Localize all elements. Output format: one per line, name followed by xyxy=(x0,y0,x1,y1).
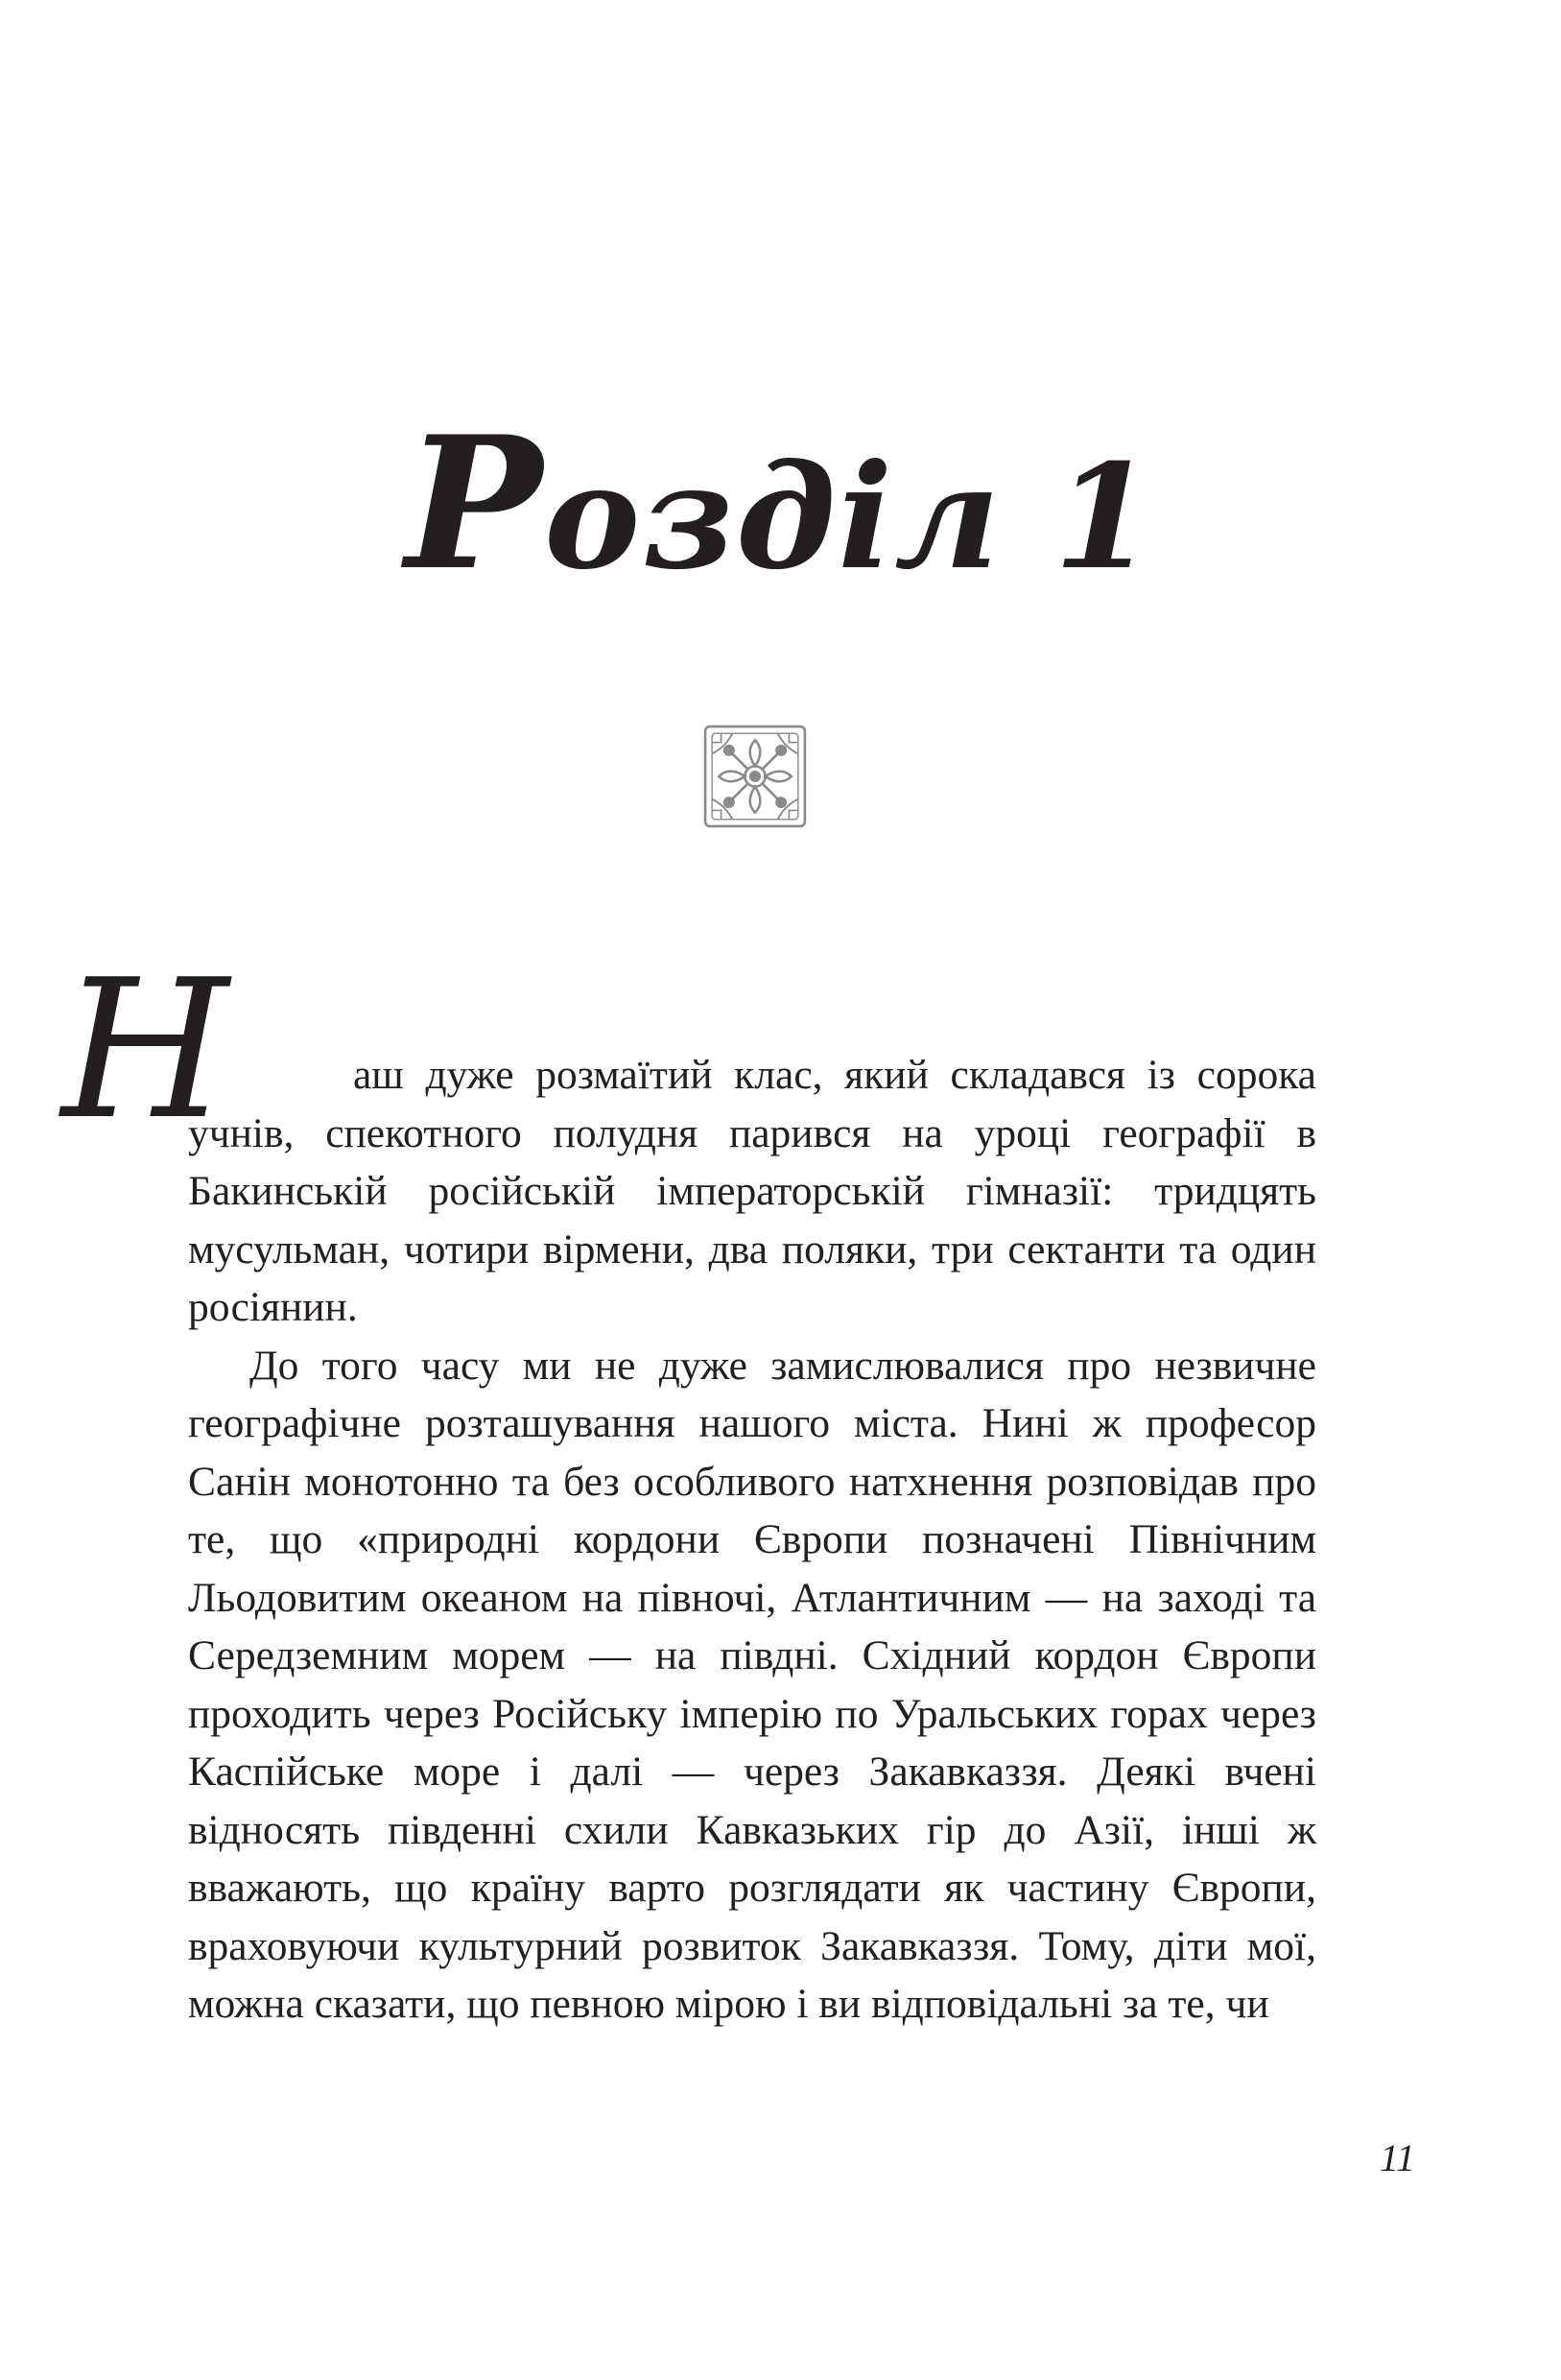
page-number: 11 xyxy=(1379,2136,1415,2179)
drop-cap: Н xyxy=(61,939,229,1162)
chapter-title-rest: озділ 1 xyxy=(544,433,1156,602)
paragraph: До того часу ми не дуже замислювалися про незвичне географічне розташування нашого міста. Нині ж професор Санін монотонно та без особливого натхнення розповідав про те, що «природні кордони Європи позначені Північним Льодовитим океаном на півночі, Атлантичним — на заході та Середземним морем — на півдні. Східний кордон Європи проходить через Російську імперію по Уральських горах через Каспійське море і далі — через Закавказзя. Деякі вчені відносять південні схили Кавказьких гір до Азії, інші ж вважають, що країну варто розглядати як частину Європи, враховуючи культурний розвиток Закавказзя. Тому, діти мої, можна сказати, що певною мірою і ви відповідальні за те, чи xyxy=(188,1342,1316,2027)
body-text xyxy=(188,1046,1316,2034)
chapter-title-initial: Р xyxy=(405,396,545,610)
paragraph: аш дуже розмаїтий клас, який складався із сорока учнів, спекотного полудня паривcя на уроці географії в Бакинській російській імператорській гімназії: тридцять мусульман, чотири вірмени, два поляки, три сектанти та один росіянин. xyxy=(188,1052,1316,1330)
chapter-title xyxy=(0,396,1561,610)
floral-ornament-icon xyxy=(698,720,812,833)
